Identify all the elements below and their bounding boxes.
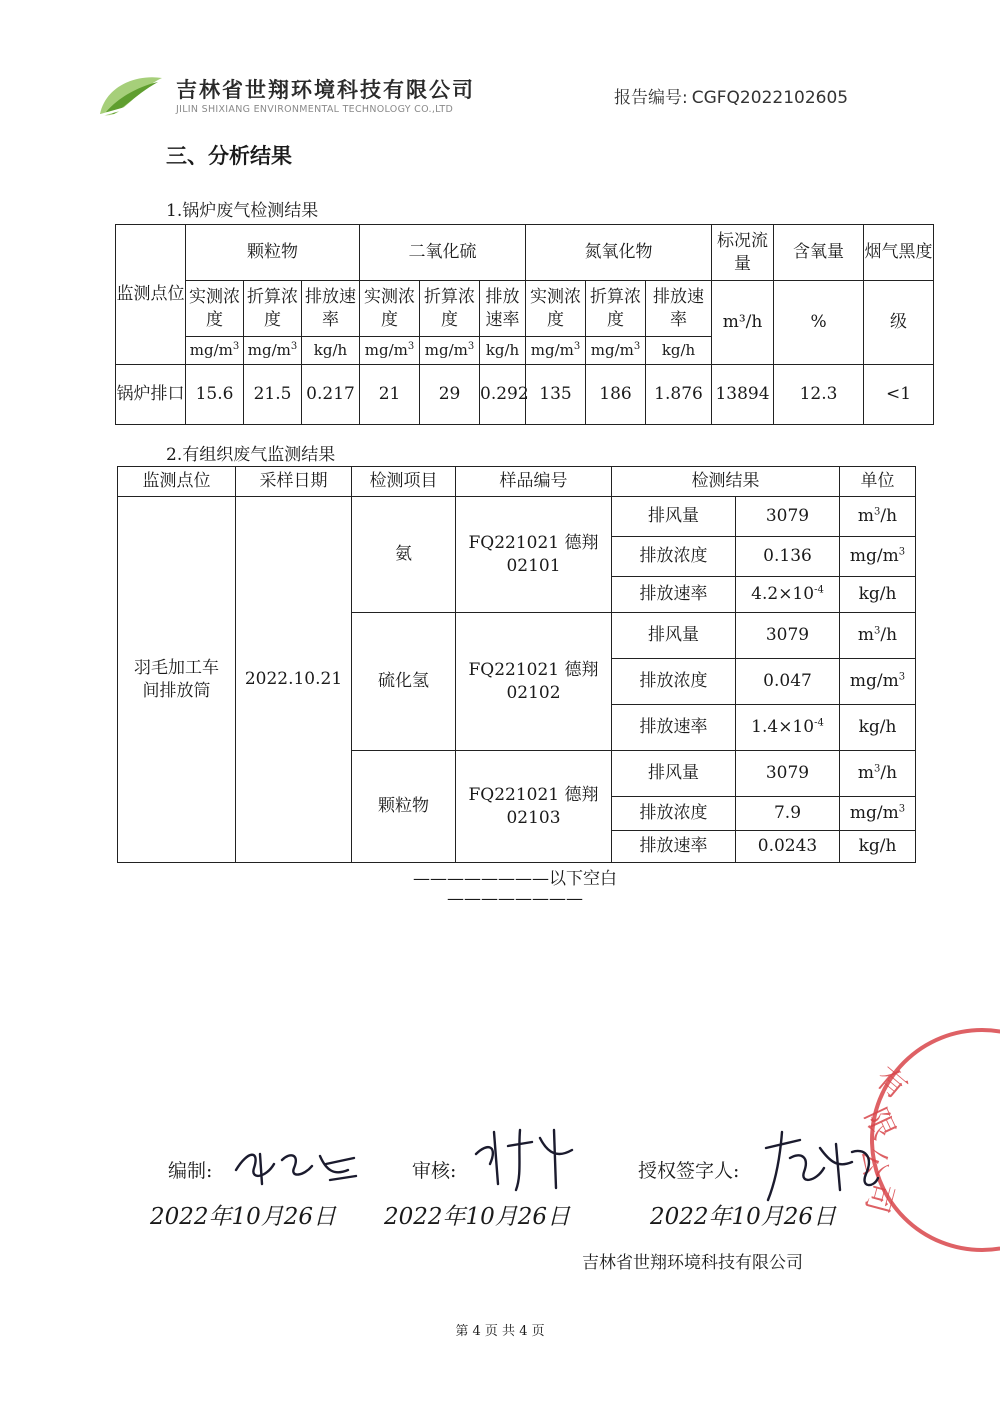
t1-sub-rate: 排放速率 [480, 281, 526, 337]
blank-below-notice: ————————以下空白———————— [413, 869, 617, 909]
t2-sample-1: FQ221021 德翔 02101 [456, 497, 612, 613]
t2-unit-rate: kg/h [840, 831, 916, 863]
t2-label-flow: 排风量 [612, 497, 736, 537]
t1-sub-converted: 折算浓度 [244, 281, 302, 337]
company-logo-icon [96, 72, 166, 118]
t1-so2-measured: 21 [360, 365, 420, 425]
t1-so2-rate: 0.292 [480, 365, 526, 425]
table-row [116, 365, 934, 425]
t1-unit-conc: $mg/m^3$ [360, 337, 420, 365]
t2-label-conc: 排放浓度 [612, 797, 736, 831]
t1-unit-rate: kg/h [302, 337, 360, 365]
t1-sub-converted: 折算浓度 [420, 281, 480, 337]
t2-unit-flow: $m^3/h$ [840, 613, 916, 659]
svg-text:司: 司 [858, 1178, 900, 1217]
compiler-signature-icon [230, 1140, 360, 1190]
report-number-value: CGFQ2022102605 [691, 88, 849, 108]
t1-unit-conc: $mg/m^3$ [420, 337, 480, 365]
t2-rate-1: $4.2\times 10^{-4}$ [736, 577, 840, 613]
review-date: 2022年10月26日 [384, 1204, 571, 1230]
t2-sample-2: FQ221021 德翔 02102 [456, 613, 612, 751]
t2-item-3: 颗粒物 [352, 751, 456, 863]
section-title: 三、分析结果 [166, 144, 292, 168]
t2-flow-1: 3079 [736, 497, 840, 537]
t1-nox-measured: 135 [526, 365, 586, 425]
t1-oxygen: 12.3 [774, 365, 864, 425]
t2-label-rate: 排放速率 [612, 705, 736, 751]
t2-conc-1: 0.136 [736, 537, 840, 577]
authorized-signature-icon [760, 1128, 880, 1204]
authorized-signer-label: 授权签字人: [638, 1160, 740, 1182]
company-name-en: JILIN SHIXIANG ENVIRONMENTAL TECHNOLOGY CO.,LTD [176, 104, 454, 115]
page-number: 第 4 页 共 4 页 [455, 1324, 545, 1339]
t2-label-rate: 排放速率 [612, 831, 736, 863]
t1-unit-conc: $mg/m^3$ [526, 337, 586, 365]
t2-unit-conc: $mg/m^3$ [840, 797, 916, 831]
compiler-label: 编制: [168, 1160, 213, 1182]
t1-unit-smoke: 级 [864, 281, 934, 365]
t2-rate-3: 0.0243 [736, 831, 840, 863]
table2-caption: 2.有组织废气监测结果 [166, 445, 336, 465]
t1-flow: 13894 [712, 365, 774, 425]
t1-unit-oxygen: % [774, 281, 864, 365]
t2-point: 羽毛加工车间排放筒 [118, 497, 236, 863]
t1-sub-measured: 实测浓度 [186, 281, 244, 337]
report-number [614, 83, 848, 108]
t1-unit-conc: $mg/m^3$ [186, 337, 244, 365]
t1-unit-rate: kg/h [480, 337, 526, 365]
t1-unit-conc: $mg/m^3$ [586, 337, 646, 365]
t1-row-point: 锅炉排口 [116, 365, 186, 425]
t2-label-conc: 排放浓度 [612, 659, 736, 705]
t2-unit-flow: $m^3/h$ [840, 497, 916, 537]
auth-date: 2022年10月26日 [650, 1204, 837, 1230]
t2-conc-2: 0.047 [736, 659, 840, 705]
t2-unit-rate: kg/h [840, 705, 916, 751]
t1-pm-rate: 0.217 [302, 365, 360, 425]
t2-label-flow: 排风量 [612, 751, 736, 797]
reviewer-label: 审核: [412, 1160, 457, 1182]
svg-text:公: 公 [855, 1146, 893, 1180]
t1-unit-rate: kg/h [646, 337, 712, 365]
t1-header-flow: 标况流量 [712, 225, 774, 281]
t2-header-result: 检测结果 [612, 467, 840, 497]
t2-flow-2: 3079 [736, 613, 840, 659]
t1-header-pm: 颗粒物 [186, 225, 360, 281]
footer-company-name: 吉林省世翔环境科技有限公司 [582, 1253, 803, 1273]
t1-header-smoke: 烟气黑度 [864, 225, 934, 281]
t2-rate-2: $1.4\times 10^{-4}$ [736, 705, 840, 751]
svg-text:有: 有 [868, 1060, 914, 1107]
t1-header-point: 监测点位 [116, 225, 186, 365]
t2-label-conc: 排放浓度 [612, 537, 736, 577]
svg-text:限: 限 [857, 1102, 902, 1145]
t1-pm-measured: 15.6 [186, 365, 244, 425]
t1-nox-rate: 1.876 [646, 365, 712, 425]
boiler-results-table [115, 224, 934, 425]
t2-label-flow: 排风量 [612, 613, 736, 659]
t1-sub-measured: 实测浓度 [360, 281, 420, 337]
t2-label-rate: 排放速率 [612, 577, 736, 613]
t1-header-so2: 二氧化硫 [360, 225, 526, 281]
t1-sub-rate: 排放速率 [302, 281, 360, 337]
t2-header-date: 采样日期 [236, 467, 352, 497]
t1-unit-flow: m³/h [712, 281, 774, 365]
report-number-label: 报告编号: [614, 88, 688, 108]
t1-header-oxygen: 含氧量 [774, 225, 864, 281]
t2-header-sample: 样品编号 [456, 467, 612, 497]
t2-header-unit: 单位 [840, 467, 916, 497]
t2-conc-3: 7.9 [736, 797, 840, 831]
t1-so2-converted: 29 [420, 365, 480, 425]
t2-item-2: 硫化氢 [352, 613, 456, 751]
t2-unit-conc: $mg/m^3$ [840, 537, 916, 577]
reviewer-signature-icon [468, 1124, 578, 1194]
table1-caption: 1.锅炉废气检测结果 [166, 201, 319, 221]
t2-header-item: 检测项目 [352, 467, 456, 497]
t2-date: 2022.10.21 [236, 497, 352, 863]
t1-sub-measured: 实测浓度 [526, 281, 586, 337]
t1-nox-converted: 186 [586, 365, 646, 425]
t1-pm-converted: 21.5 [244, 365, 302, 425]
t1-sub-rate: 排放速率 [646, 281, 712, 337]
company-name-cn: 吉林省世翔环境科技有限公司 [176, 78, 475, 102]
t2-sample-3: FQ221021 德翔 02103 [456, 751, 612, 863]
t2-item-1: 氨 [352, 497, 456, 613]
compile-date: 2022年10月26日 [150, 1204, 337, 1230]
t1-sub-converted: 折算浓度 [586, 281, 646, 337]
t1-header-nox: 氮氧化物 [526, 225, 712, 281]
t2-unit-flow: $m^3/h$ [840, 751, 916, 797]
t2-unit-rate: kg/h [840, 577, 916, 613]
t2-header-point: 监测点位 [118, 467, 236, 497]
t1-smoke: <1 [864, 365, 934, 425]
organized-exhaust-table [117, 466, 916, 863]
t2-unit-conc: $mg/m^3$ [840, 659, 916, 705]
t1-unit-conc: $mg/m^3$ [244, 337, 302, 365]
t2-flow-3: 3079 [736, 751, 840, 797]
table-row [118, 497, 916, 537]
